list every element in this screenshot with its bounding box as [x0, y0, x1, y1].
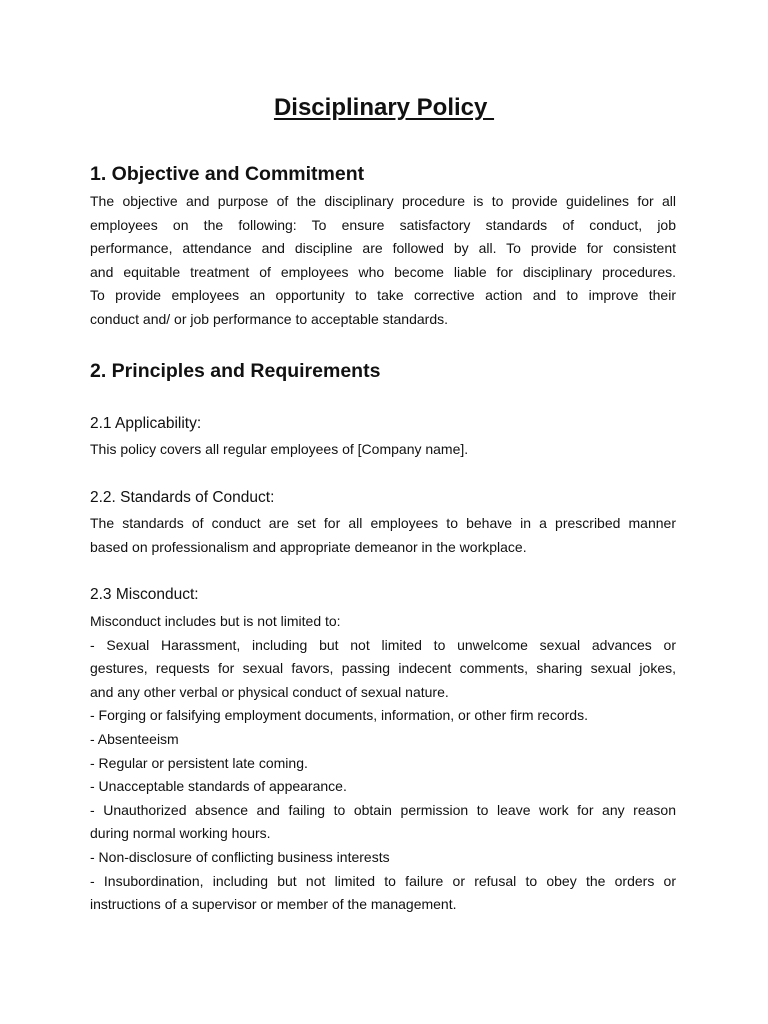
applicability-paragraph	[90, 438, 676, 462]
paragraph-line: based on professionalism and appropriate demeanor in the workplace.	[90, 538, 527, 555]
paragraph-line: conduct and/ or job performance to acceptable standards.	[90, 310, 448, 327]
section-heading-objective: 1. Objective and Commitment	[90, 163, 365, 185]
subheading-misconduct: 2.3 Misconduct:	[90, 586, 199, 603]
list-item: - Forging or falsifying employment documents, information, or other firm records.	[90, 707, 588, 724]
paragraph-line: This policy covers all regular employees of [Company name].	[90, 441, 469, 457]
paragraph-line: The objective and purpose of the disciplinary procedure is to provide guidelines for all	[90, 193, 676, 209]
list-item: - Sexual Harassment, including but not limited to unwelcome sexual advances or	[90, 636, 676, 653]
list-item: - Regular or persistent late coming.	[90, 754, 308, 771]
paragraph-line: To provide employees an opportunity to take corrective action and to improve their	[90, 287, 676, 304]
list-item-continuation: instructions of a supervisor or member of the management.	[90, 896, 457, 913]
paragraph-line: The standards of conduct are set for all employees to behave in a prescribed manner	[90, 515, 676, 531]
list-item: - Absenteeism	[90, 730, 179, 747]
list-item: - Non-disclosure of conflicting business interests	[90, 848, 390, 865]
list-item-continuation: and any other verbal or physical conduct of sexual nature.	[90, 683, 449, 700]
list-item: - Insubordination, including but not limited to failure or refusal to obey the orders or	[90, 872, 676, 889]
document-title: Disciplinary Policy	[273, 94, 495, 121]
subheading-standards-of-conduct: 2.2. Standards of Conduct:	[90, 489, 275, 506]
standards-paragraph	[90, 512, 676, 559]
objective-paragraph	[90, 190, 676, 332]
paragraph-line: employees on the following: To ensure satisfactory standards of conduct, job	[90, 216, 676, 233]
list-item: - Unacceptable standards of appearance.	[90, 778, 347, 795]
paragraph-line: Misconduct includes but is not limited to:	[90, 613, 341, 629]
list-item-continuation: gestures, requests for sexual favors, passing indecent comments, sharing sexual jokes,	[90, 660, 676, 677]
section-heading-principles: 2. Principles and Requirements	[90, 360, 381, 382]
list-item: - Unauthorized absence and failing to obtain permission to leave work for any reason	[90, 801, 676, 818]
subheading-applicability: 2.1 Applicability:	[90, 415, 202, 432]
misconduct-paragraph	[90, 610, 676, 917]
paragraph-line: and equitable treatment of employees who become liable for disciplinary procedures.	[90, 263, 676, 280]
list-item-continuation: during normal working hours.	[90, 825, 271, 842]
paragraph-line: performance, attendance and discipline are followed by all. To provide for consistent	[90, 240, 676, 257]
